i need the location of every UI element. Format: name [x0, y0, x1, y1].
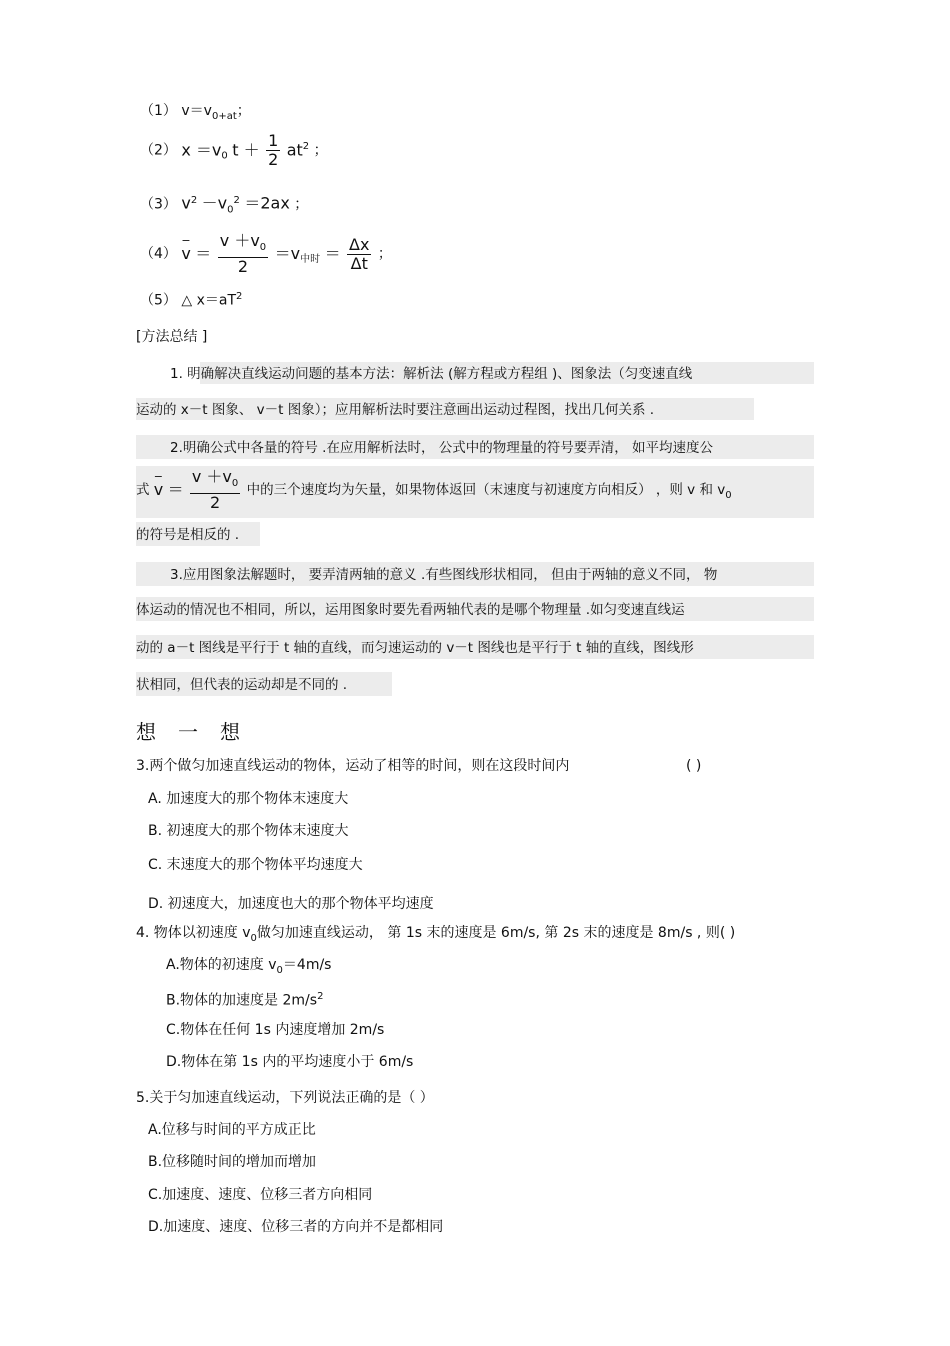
q3-option-c: C. 末速度大的那个物体平均速度大 — [148, 857, 363, 873]
section-heading: 想一想 — [136, 720, 262, 744]
method-p3-line2: 体运动的情况也不相同，所以，运用图象时要先看两轴代表的是哪个物理量 .如匀变速直线运 — [136, 602, 685, 618]
formula-3: （3） $v^2 -v_0^2 =2ax$ ； — [140, 193, 309, 216]
q3-option-b: B. 初速度大的那个物体末速度大 — [148, 823, 349, 839]
method-p3-line3: 动的 a－t 图线是平行于 t 轴的直线，而匀速运动的 v－t 图线也是平行于 t 轴的直线，图线形 — [136, 640, 694, 656]
formula-1: （1） $v=v_{0+at}$； — [140, 103, 251, 122]
method-p2-line2: 式 − v ＝ $\frac{v +v_0}{2}$ 中的三个速度均为矢量，如果物体返回（末速度与初速度方向相反） ，则 v 和 $v_0$ — [136, 468, 732, 514]
q4-option-b: B.物体的加速度是 $2m/s^2$ — [166, 991, 324, 1009]
q5-option-a: A.位移与时间的平方成正比 — [148, 1122, 316, 1138]
q4-option-a: A.物体的初速度 $v_0=4m/s$ — [166, 957, 332, 976]
method-p1-line2: 运动的 x－t 图象、 v－t 图象）；应用解析法时要注意画出运动过程图，找出几何关系 . — [136, 402, 655, 418]
q3-answer-paren: ( ) — [686, 758, 702, 774]
q3-option-a: A. 加速度大的那个物体末速度大 — [148, 791, 349, 807]
formula-4: （4） − v ＝ $\frac{v +v_0}{2}$ $=v_{中时}$ ＝ $\frac{\Delta x}{\Delta t}$ ； — [140, 232, 392, 278]
method-p2-line3: 的符号是相反的 . — [136, 527, 240, 543]
q5-option-c: C.加速度、速度、位移三者方向相同 — [148, 1187, 373, 1203]
formula-5: （5） △ $x=aT^2$ — [140, 291, 243, 309]
q5-option-d: D.加速度、速度、位移三者的方向并不是都相同 — [148, 1219, 444, 1235]
q4-stem: 4. 物体以初速度 $v_0$做匀加速直线运动， 第 1s 末的速度是 6m/s, 第 2s 末的速度是 8m/s , 则( ) — [136, 925, 736, 944]
method-p3-line4: 状相同，但代表的运动却是不同的 . — [136, 677, 348, 693]
method-p1-line1: 1. 明确解决直线运动问题的基本方法：解析法 (解方程或方程组 )、图象法（匀变速直线 — [170, 366, 693, 382]
method-p3-line1: 3.应用图象法解题时， 要弄清两轴的意义 .有些图线形状相同， 但由于两轴的意义不同， 物 — [170, 567, 718, 583]
q4-option-d: D.物体在第 1s 内的平均速度小于 6m/s — [166, 1054, 414, 1070]
method-p2-line1: 2.明确公式中各量的符号 .在应用解析法时， 公式中的物理量的符号要弄清， 如平均速度公 — [170, 440, 714, 456]
q5-stem: 5.关于匀加速直线运动，下列说法正确的是（ ） — [136, 1090, 434, 1106]
q5-option-b: B.位移随时间的增加而增加 — [148, 1154, 317, 1170]
q3-option-d: D. 初速度大，加速度也大的那个物体平均速度 — [148, 896, 434, 912]
formula-2: （2） $x =v_0$ t ＋ $\frac{1}{2}$ $at^2$ ； — [140, 131, 328, 169]
q4-option-c: C.物体在任何 1s 内速度增加 2m/s — [166, 1022, 385, 1038]
method-title: [方法总结 ] — [136, 329, 208, 345]
q3-stem: 3.两个做匀加速直线运动的物体，运动了相等的时间，则在这段时间内 — [136, 758, 570, 774]
